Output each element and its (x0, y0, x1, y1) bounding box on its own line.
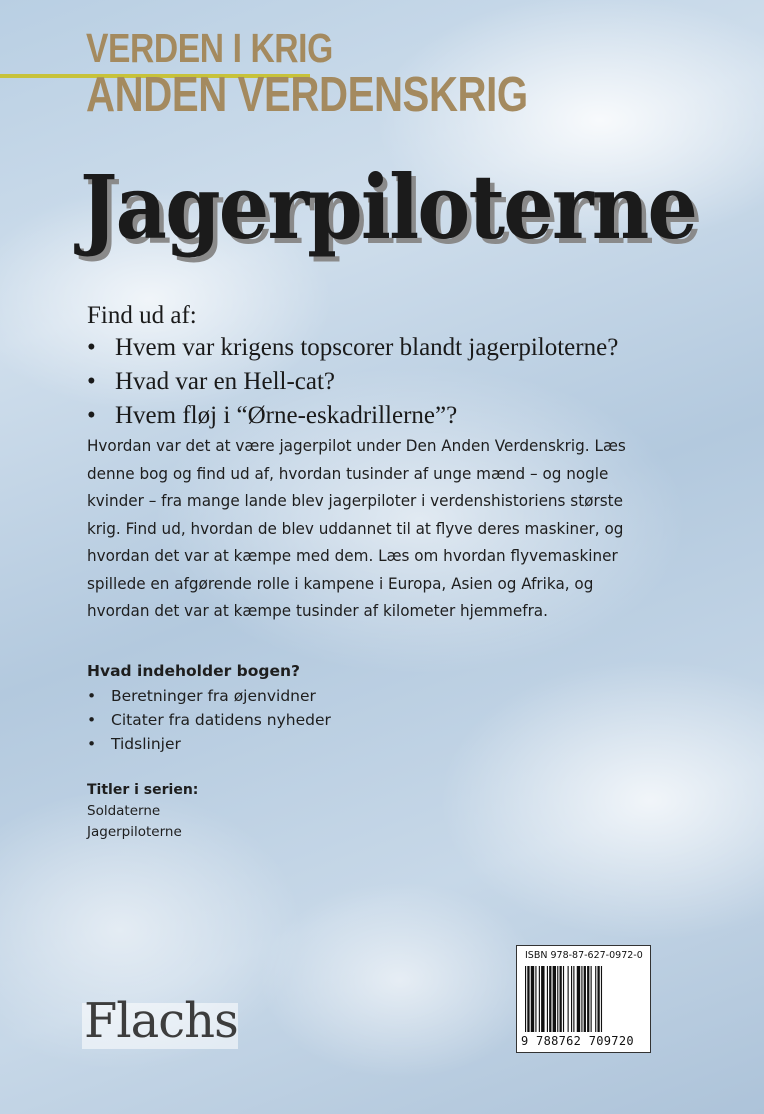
isbn-text: ISBN 978-87-627-0972-0 (525, 950, 643, 961)
bullet-icon: • (87, 334, 96, 361)
bullet-icon: • (87, 687, 97, 705)
barcode-bar (553, 966, 556, 1032)
bullet-icon: • (87, 735, 97, 753)
list-item: Soldaterne (87, 803, 161, 819)
barcode-bar (584, 966, 586, 1032)
barcode-bar (539, 966, 540, 1032)
isbn-barcode-box (516, 945, 651, 1053)
barcode-icon (523, 966, 644, 1032)
barcode-bar (563, 966, 564, 1032)
list-item-text: Hvem fløj i “Ørne-eskadrillerne”? (115, 401, 458, 429)
barcode-bar (571, 966, 572, 1032)
find-out-heading: Find ud af: (87, 302, 197, 329)
barcode-bar (587, 966, 589, 1032)
barcode-bar (557, 966, 558, 1032)
series-line-2: ANDEN VERDENSKRIG (86, 68, 528, 122)
list-item (87, 708, 331, 732)
barcode-bar (597, 966, 599, 1032)
barcode-bar (595, 966, 596, 1032)
list-item (87, 334, 618, 363)
series-heading (86, 25, 528, 122)
list-item-text: Hvem var krigens topscorer blandt jagerpiloterne? (115, 334, 619, 361)
barcode-bar (547, 966, 548, 1032)
barcode-bar (573, 966, 574, 1032)
barcode-bar (581, 966, 582, 1032)
barcode-bar (591, 966, 592, 1032)
bullet-icon: • (87, 401, 96, 429)
series-titles-list (87, 801, 198, 843)
list-item-text: Tidslinjer (111, 735, 181, 753)
bullet-icon: • (87, 711, 97, 729)
barcode-bar (535, 966, 536, 1032)
series-titles-heading: Titler i serien: (87, 782, 199, 798)
description-paragraph: Hvordan var det at være jagerpilot under Den Anden Verdenskrig. Læs denne bog og find ud af, hvordan tusinder af unge mænd – og nogle kvinder – fra mange lande blev jagerpiloter i verdenshistoriens største krig. Find ud, hvordan de blev uddannet til at flyve deres maskiner, og hvordan det var at kæmpe med dem. Læs om hvordan flyvemaskiner spillede en afgørende rolle i kampene i Europa, Asien og Afrika, og hvordan det var at kæmpe tusinder af kilometer hjemmefra. (87, 436, 626, 620)
contents-heading: Hvad indeholder bogen? (87, 662, 301, 680)
barcode-bar (568, 966, 569, 1032)
publisher-name: Flachs (84, 993, 238, 1049)
barcode-bar (577, 966, 580, 1032)
publisher-logo (82, 993, 238, 1049)
find-out-list (87, 334, 618, 430)
barcode-bar (525, 966, 526, 1032)
list-item-text: Citater fra datidens nyheder (111, 711, 331, 729)
series-titles-section (87, 780, 198, 843)
contents-section (87, 662, 331, 756)
barcode-bar (601, 966, 602, 1032)
list-item (87, 402, 618, 431)
contents-list (87, 684, 331, 756)
bullet-icon: • (87, 367, 96, 395)
list-item: Jagerpiloterne (87, 824, 182, 840)
barcode-bar (549, 966, 551, 1032)
barcode-bar (560, 966, 562, 1032)
list-item (87, 732, 331, 756)
list-item (87, 368, 618, 397)
list-item-text: Hvad var en Hell-cat? (115, 367, 336, 395)
barcode-bar (541, 966, 544, 1032)
list-item-text: Beretninger fra øjenvidner (111, 687, 316, 705)
find-out-section (87, 302, 618, 435)
book-title: Jagerpiloterne (80, 155, 697, 259)
barcode-number: 9 788762 709720 (521, 1034, 634, 1048)
barcode-bar (527, 966, 529, 1032)
barcode-bar (531, 966, 534, 1032)
list-item (87, 684, 331, 708)
series-line-1: VERDEN I KRIG (86, 25, 333, 71)
